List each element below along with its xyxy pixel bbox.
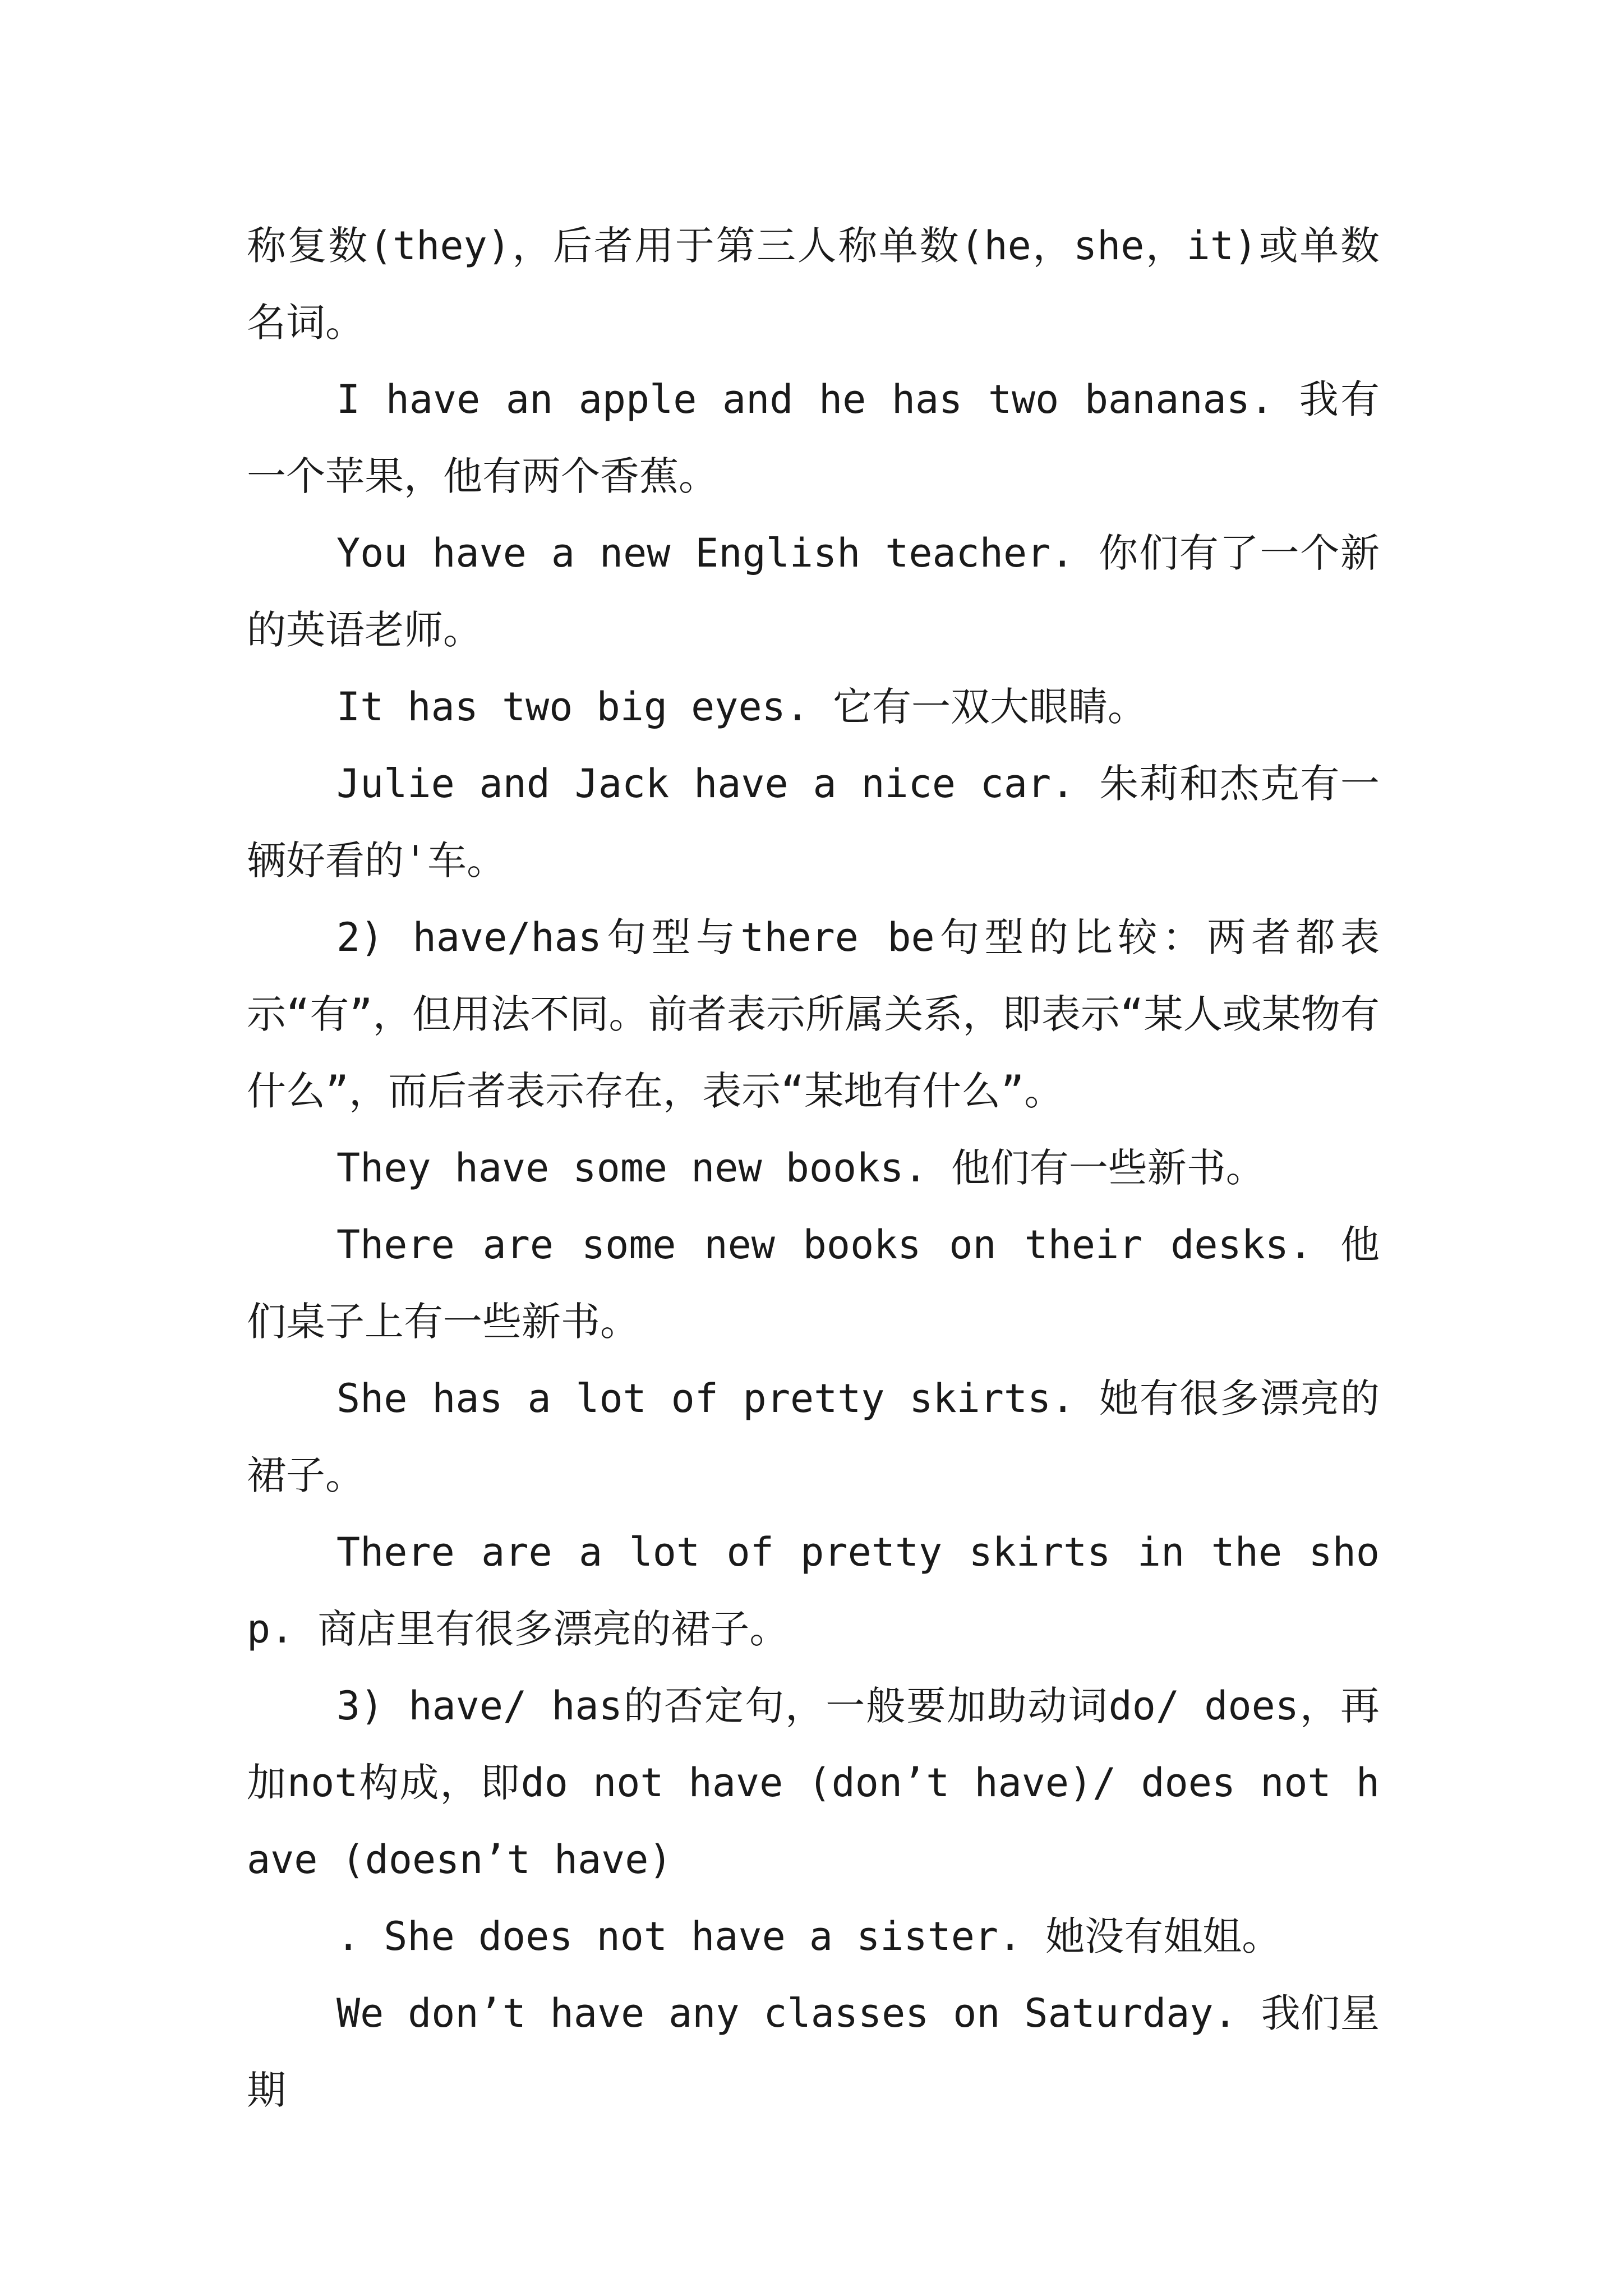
paragraph-2: I have an apple and he has two bananas. 我有一个苹果，他有两个香蕉。 bbox=[247, 376, 1380, 499]
paragraph-11: 3) have/ has的否定句，一般要加助动词do/ does，再加not构成，即do not have (don’t have)/ does not have (doesn’t have) bbox=[247, 1683, 1380, 1883]
document-body bbox=[247, 208, 1380, 2129]
paragraph-1: 称复数(they)，后者用于第三人称单数(he，she，it)或单数名词。 bbox=[247, 223, 1380, 346]
paragraph-5: Julie and Jack have a nice car. 朱莉和杰克有一辆好看的'车。 bbox=[247, 761, 1380, 884]
paragraph-8: There are some new books on their desks. 他们桌子上有一些新书。 bbox=[247, 1222, 1380, 1345]
paragraph-9: She has a lot of pretty skirts. 她有很多漂亮的裙子。 bbox=[247, 1375, 1380, 1498]
paragraph-4: It has two big eyes. 它有一双大眼睛。 bbox=[336, 684, 1147, 730]
paragraph-12: . She does not have a sister. 她没有姐姐。 bbox=[336, 1913, 1281, 1959]
paragraph-7: They have some new books. 他们有一些新书。 bbox=[336, 1145, 1265, 1191]
paragraph-3: You have a new English teacher. 你们有了一个新的英语老师。 bbox=[247, 530, 1380, 653]
paragraph-6: 2) have/has句型与there be句型的比较：两者都表示“有”，但用法不同。前者表示所属关系，即表示“某人或某物有什么”，而后者表示存在，表示“某地有什么”。 bbox=[247, 914, 1380, 1114]
paragraph-10: There are a lot of pretty skirts in the shop. 商店里有很多漂亮的裙子。 bbox=[247, 1529, 1380, 1652]
paragraph-13: We don’t have any classes on Saturday. 我们星期 bbox=[247, 1990, 1380, 2113]
